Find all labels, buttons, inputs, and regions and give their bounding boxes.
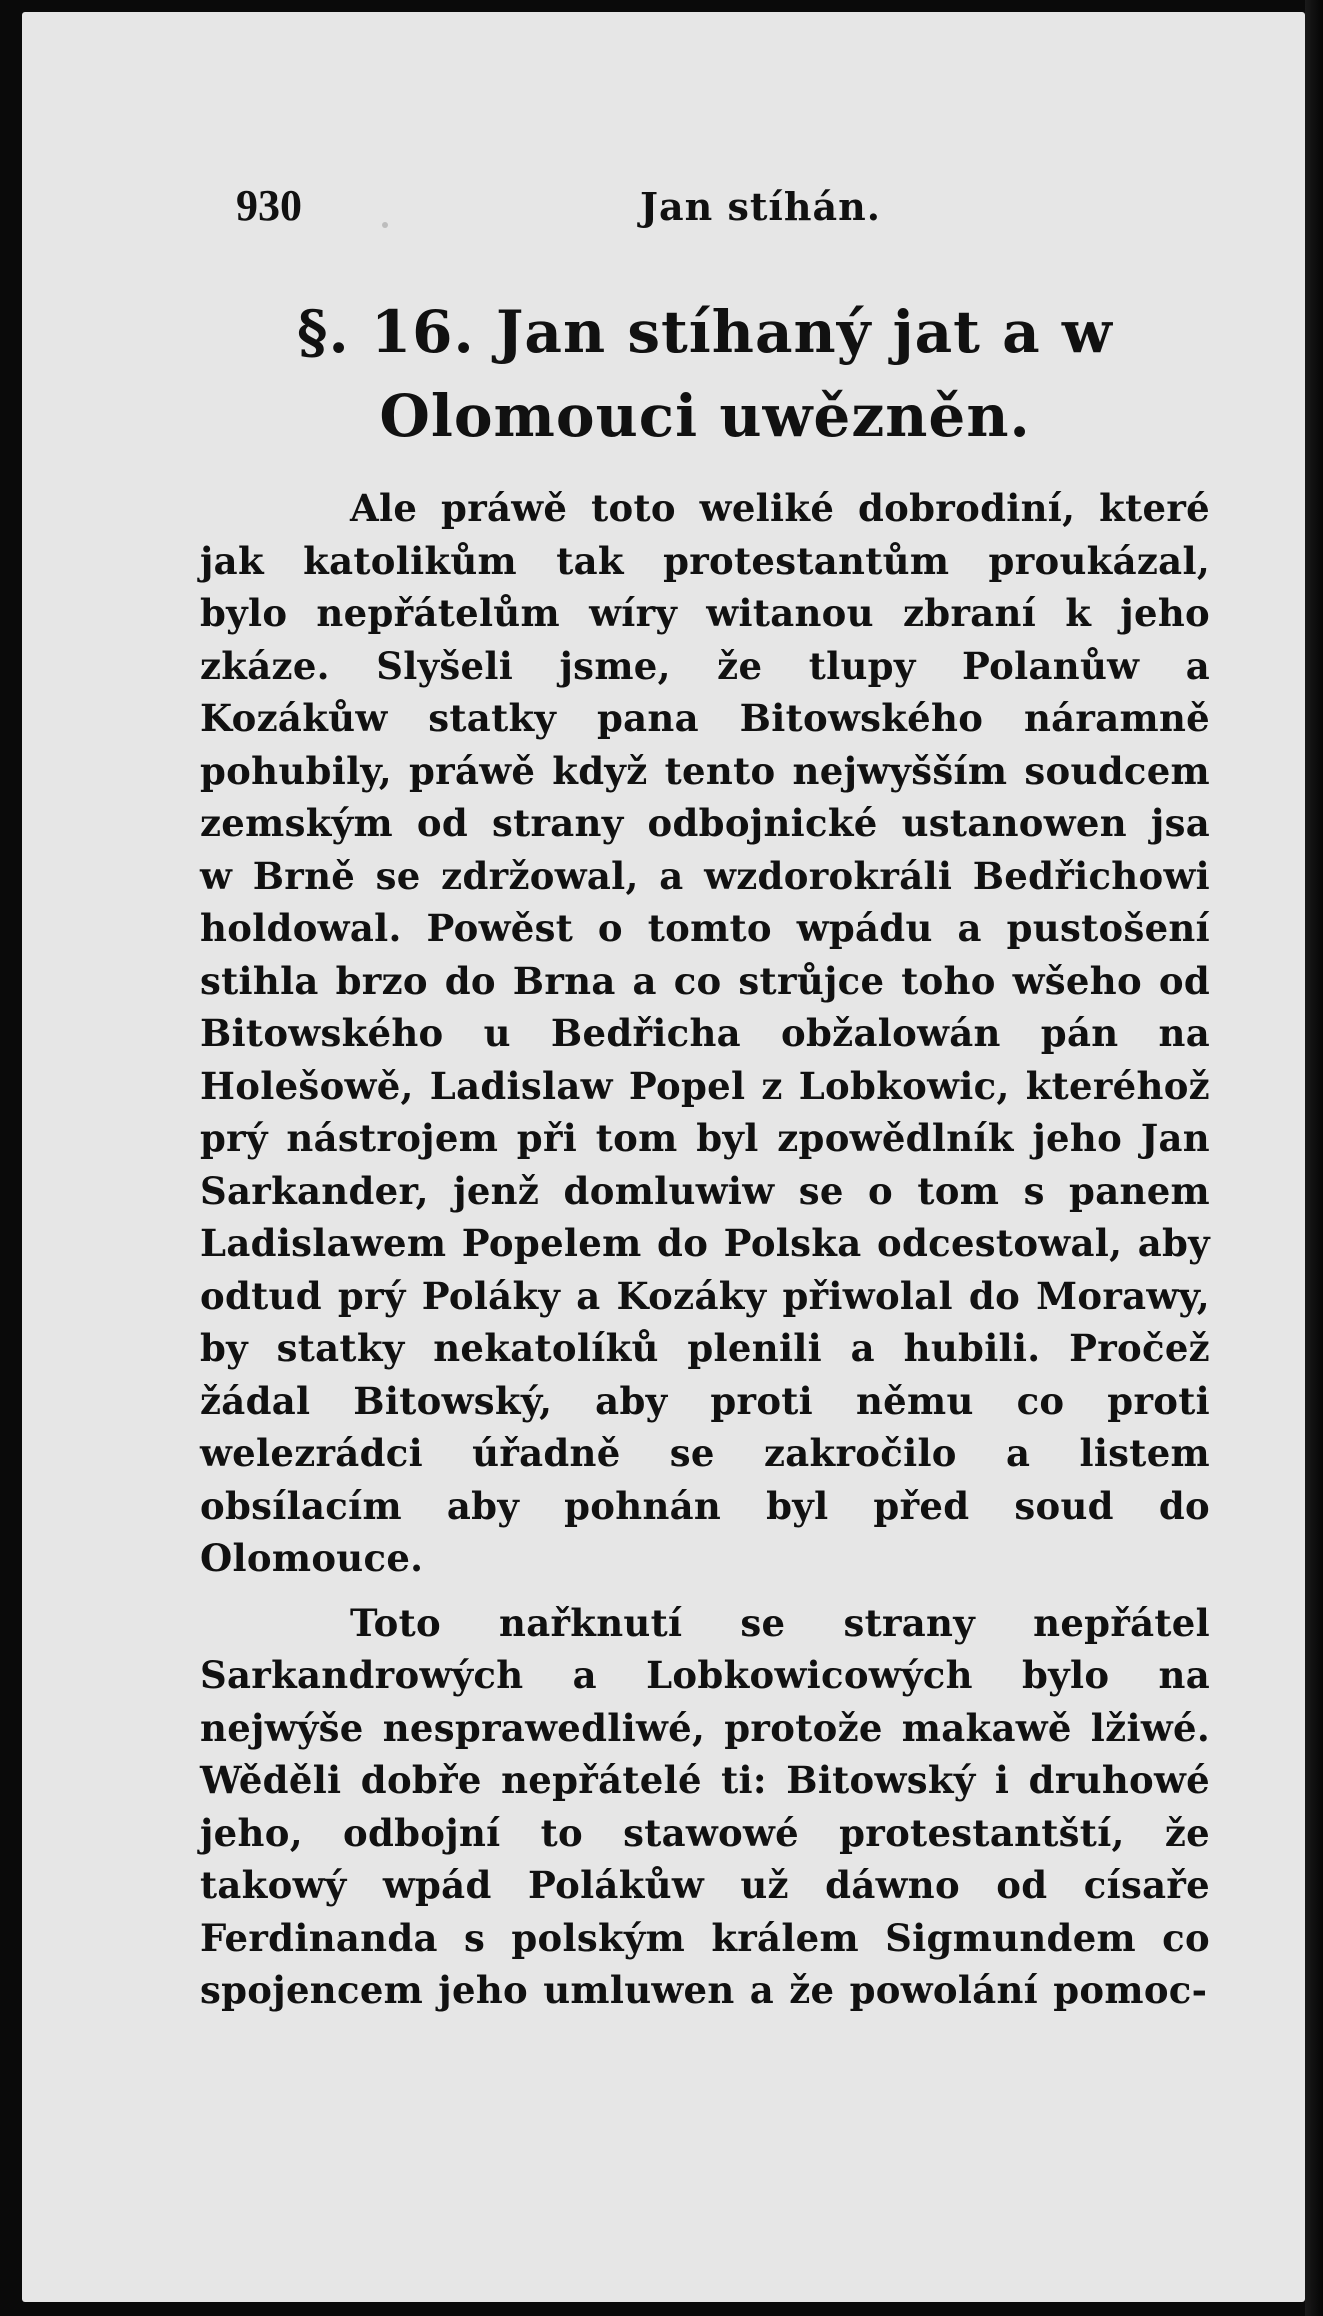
running-title: Jan stíhán. [640,184,881,229]
section-number: §. 16. [297,298,475,366]
paragraph-2: Toto nařknutí se strany nepřátel Sarkandrowých a Lobkowicowých bylo na nejwýše nesprawedliwé, protože makawě lžiwé. Wěděli dobře nepřátelé ti: Bitowský i druhowé jeho, odbojní to stawowé protestantští, že takowý wpád Polákůw už dáwno od císaře Ferdinanda s polským králem Sigmundem co spojencem jeho umluwen a že powolání pomoc- [200,1600,1210,2012]
page-number: 930 [236,181,302,230]
running-head [200,180,1210,240]
paragraph-1: Ale práwě toto weliké dobrodiní, které jak katolikům tak protestantům proukázal, bylo nepřátelům wíry witanou zbraní k jeho zkáze. Slyšeli jsme, že tlupy Polanůw a Kozákůw statky pana Bitowského náramně pohubily, práwě když tento nejwyšším soudcem zemským od strany odbojnické ustanowen jsa w Brně se zdržowal, a wzdorokráli Bedřichowi holdowal. Powěst o tomto wpádu a pustošení stihla brzo do Brna a co strůjce toho wšeho od Bitowského u Bedřicha obžalowán pán na Holešowě, Ladislaw Popel z Lobkowic, kteréhož prý nástrojem při tom byl zpowědlník jeho Jan Sarkander, jenž domluwiw se o tom s panem Ladislawem Popelem do Polska odcestowal, aby odtud prý Poláky a Kozáky přiwolal do Morawy, by statky nekatolíků plenili a hubili. Pročež žádal Bitowský, aby proti němu co proti welezrádci úřadně se zakročilo a listem obsílacím aby pohnán byl před soud do Olomouce. [200,486,1210,1580]
body-text [200,482,1210,2017]
section-heading [200,290,1210,458]
section-title: Jan stíhaný jat a w Olomouci uwězněn. [379,298,1113,450]
page-edge-shadow [1305,0,1323,2316]
